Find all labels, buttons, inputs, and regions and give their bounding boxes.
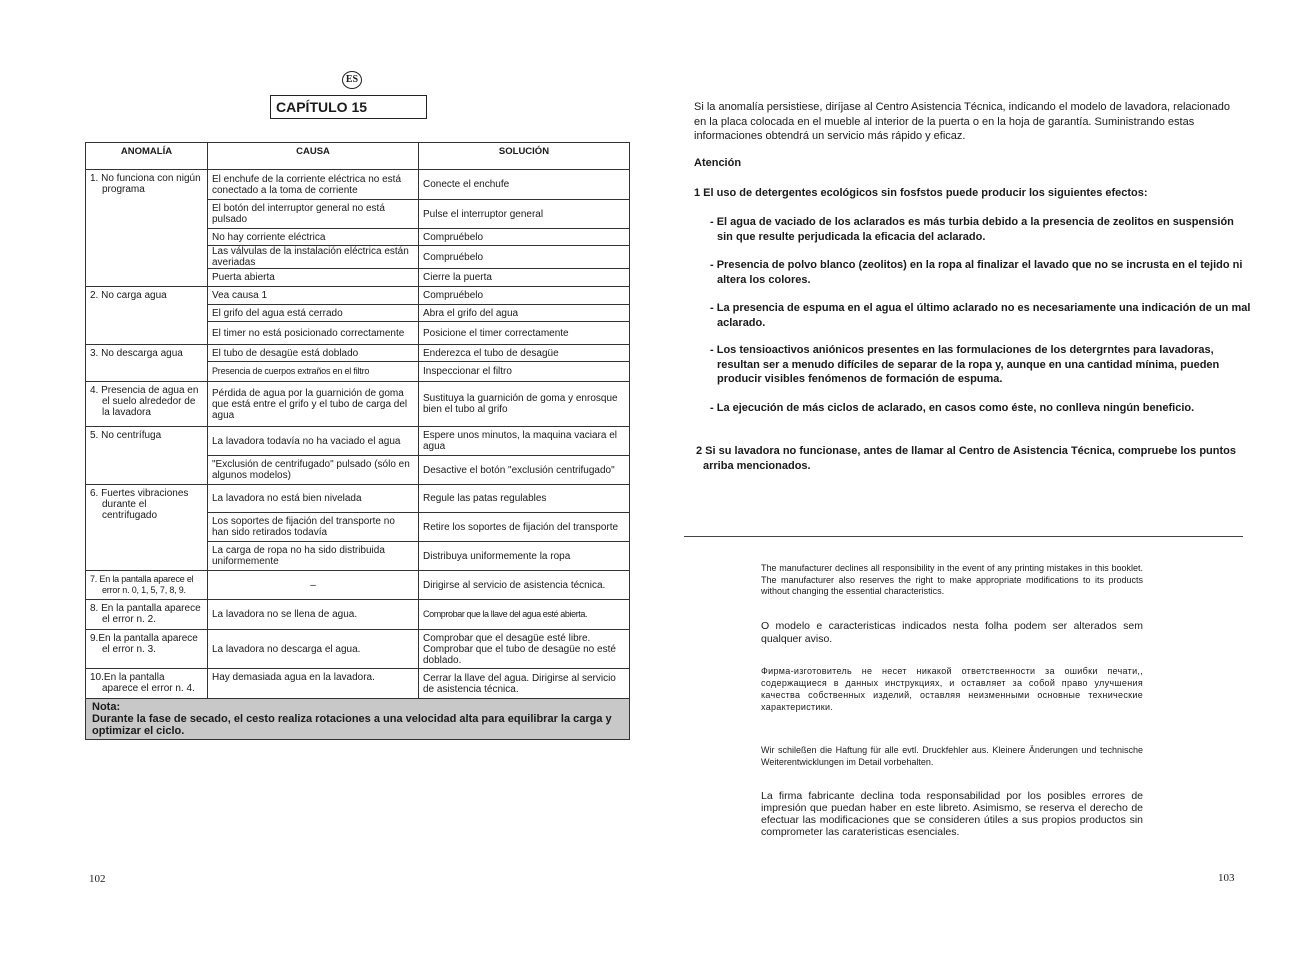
solution-cell: Comprobar que el desagüe esté libre. Comprobar que el tubo de desagüe no esté doblado. [419,630,630,669]
cause-cell: El botón del interruptor general no está pulsado [208,200,419,229]
bullet-item: - Los tensioactivos aniónicos presentes en las formulaciones de los detergrntes para lavadoras, resultan ser a menudo difíciles de separar de la ropa y, aunque en una cantidad mínima, pueden producir visibles fenómenos de formación de espuma. [710,344,1220,385]
bullet-item: - El agua de vaciado de los aclarados es más turbia debido a la presencia de zeolitos en suspensión sin que resulte perjudicada la eficacia del aclarado. [710,216,1234,243]
section-divider [684,536,1243,537]
anomaly-cell: 1. No funciona con nigún programa [86,170,208,287]
table-row [86,485,630,513]
anomaly-cell: 4. Presencia de agua en el suelo alrededor de la lavadora [86,382,208,427]
anomaly-cell: 7. En la pantalla aparece el error n. 0, 1, 5, 7, 8, 9. [86,571,208,600]
page-number-left: 102 [89,873,106,885]
header-cause: CAUSA [208,143,419,170]
cause-cell: Los soportes de fijación del transporte no han sido retirados todavía [208,513,419,542]
solution-cell: Retire los soportes de fijación del transporte [419,513,630,542]
anomaly-cell: 2. No carga agua [86,287,208,345]
solution-cell: Compruébelo [419,246,630,269]
page-number-right: 103 [1218,872,1235,884]
cause-cell: El tubo de desagüe está doblado [208,345,419,362]
solution-cell: Abra el grifo del agua [419,305,630,322]
solution-cell: Regule las patas regulables [419,485,630,513]
solution-cell: Compruébelo [419,287,630,305]
disclaimer-german: Wir schileßen die Haftung für alle evtl. Druckfehler aus. Kleinere Änderungen und technische Weiterentwicklungen im Detail vorbehalten. [761,745,1143,767]
table-row [86,669,630,699]
solution-cell: Espere unos minutos, la maquina vaciara el agua [419,427,630,456]
anomaly-cell: 9.En la pantalla aparece el error n. 3. [86,630,208,669]
header-anomaly: ANOMALÍA [86,143,208,170]
solution-cell: Distribuya uniformemente la ropa [419,542,630,571]
table-row [86,600,630,630]
point-1: 1 El uso de detergentes ecológicos sin fosfstos puede producir los siguientes efectos: [694,187,1148,199]
bullet-item: - La presencia de espuma en el agua el último aclarado no es necesariamente una indicación de un mal aclarado. [710,302,1251,329]
cause-cell: Puerta abierta [208,269,419,287]
anomaly-cell: 6. Fuertes vibraciones durante el centrifugado [86,485,208,571]
cause-cell: La lavadora no descarga el agua. [208,630,419,669]
disclaimer-english: The manufacturer declines all responsibility in the event of any printing mistakes in this booklet. The manufacturer also reserves the right to make appropriate modifications to its products without changing the essential characteristics. [761,563,1143,596]
cause-cell: El enchufe de la corriente eléctrica no está conectado a la toma de corriente [208,170,419,200]
cause-cell: La lavadora no está bien nivelada [208,485,419,513]
solution-cell: Posicione el timer correctamente [419,322,630,345]
cause-cell: Las válvulas de la instalación eléctrica están averiadas [208,246,419,269]
chapter-title: CAPÍTULO 15 [270,95,427,119]
attention-heading: Atención [694,157,742,169]
cause-cell: La lavadora todavía no ha vaciado el agua [208,427,419,456]
note-text: Durante la fase de secado, el cesto realiza rotaciones a una velocidad alta para equilibrar la carga y optimizar el ciclo. [92,713,612,737]
solution-cell: Comprobar que la llave del agua esté abierta. [419,600,630,630]
table-row [86,571,630,600]
cause-cell: – [208,571,419,600]
table-row [86,382,630,427]
disclaimer-russian: Фирма-изготовитель не несет никакой ответственности за ошибки печати,, содержащиеся в данных инструкциях, и оставляет за собой право улучшения качества собственных изделий, оставляя неизменными основные технические характеристики. [761,666,1143,712]
table-header-row [86,143,630,170]
solution-cell: Cierre la puerta [419,269,630,287]
disclaimer-spanish: La firma fabricante declina toda responsabilidad por los posibles errores de impresión que puedan haber en este libreto. Asimismo, se reserva el derecho de efectuar las modificaciones que se consideren útiles a sus propios productos sin comprometer las carateristicas esenciales. [761,790,1143,838]
anomaly-cell: 8. En la pantalla aparece el error n. 2. [86,600,208,630]
cause-cell: No hay corriente eléctrica [208,229,419,246]
troubleshooting-table [85,142,630,740]
cause-cell: Presencia de cuerpos extraños en el filtro [208,362,419,382]
solution-cell: Desactive el botón "exclusión centrifugado" [419,456,630,485]
cause-cell: La lavadora no se llena de agua. [208,600,419,630]
disclaimer-portuguese: O modelo e caracteristicas indicados nesta folha podem ser alterados sem qualquer aviso. [761,620,1143,645]
anomaly-cell: 3. No descarga agua [86,345,208,382]
solution-cell: Pulse el interruptor general [419,200,630,229]
solution-cell: Sustituya la guarnición de goma y enrosque bien el tubo al grifo [419,382,630,427]
cause-cell: La carga de ropa no ha sido distribuida uniformemente [208,542,419,571]
table-row [86,427,630,456]
intro-paragraph: Si la anomalía persistiese, diríjase al Centro Asistencia Técnica, indicando el modelo de lavadora, relacionado en la placa colocada en el mueble al interior de la puerta o en la hoja de garantía. Suministrando estas informaciones obtendrá un servicio más rápido y eficaz. [694,101,1231,142]
cause-cell: Pérdida de agua por la guarnición de goma que está entre el grifo y el tubo de carga del agua [208,382,419,427]
note-row [86,699,630,740]
note-cell [86,699,630,740]
cause-cell: "Exclusión de centrifugado" pulsado (sólo en algunos modelos) [208,456,419,485]
table-row [86,345,630,362]
cause-cell: El grifo del agua está cerrado [208,305,419,322]
table-row [86,287,630,305]
solution-cell: Cerrar la llave del agua. Dirigirse al servicio de asistencia técnica. [419,669,630,699]
solution-cell: Inspeccionar el filtro [419,362,630,382]
anomaly-cell: 10.En la pantalla aparece el error n. 4. [86,669,208,699]
table-row [86,170,630,200]
solution-cell: Conecte el enchufe [419,170,630,200]
cause-cell: El timer no está posicionado correctamente [208,322,419,345]
header-solution: SOLUCIÓN [419,143,630,170]
table-row [86,630,630,669]
solution-cell: Compruébelo [419,229,630,246]
cause-cell: Hay demasiada agua en la lavadora. [208,669,419,699]
solution-cell: Dirigirse al servicio de asistencia técnica. [419,571,630,600]
point-2: 2 Si su lavadora no funcionase, antes de llamar al Centro de Asistencia Técnica, compruebe los puntos arriba mencionados. [696,445,1236,472]
language-badge: ES [342,71,362,89]
anomaly-cell: 5. No centrífuga [86,427,208,485]
note-label: Nota: [92,701,121,713]
bullet-item: - La ejecución de más ciclos de aclarado, en casos como éste, no conlleva ningún beneficio. [710,402,1195,414]
bullet-item: - Presencia de polvo blanco (zeolitos) en la ropa al finalizar el lavado que no se incrusta en el tejido ni altera los colores. [710,259,1243,286]
solution-cell: Enderezca el tubo de desagüe [419,345,630,362]
cause-cell: Vea causa 1 [208,287,419,305]
